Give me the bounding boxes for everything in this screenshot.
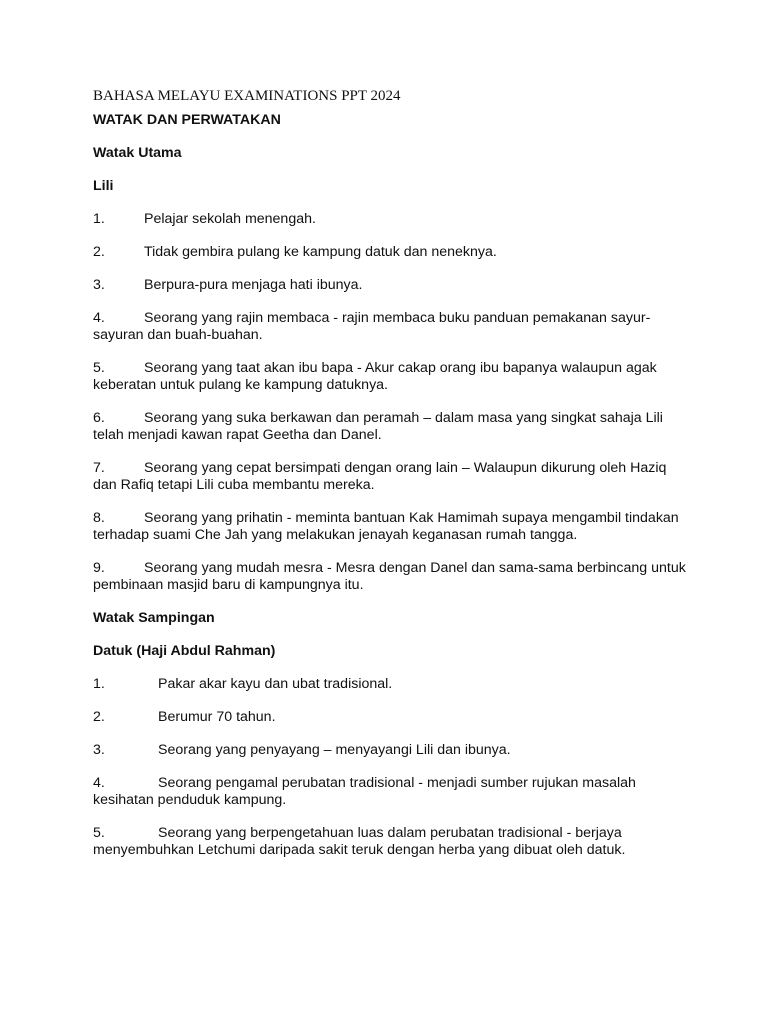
item-number: 1. — [93, 676, 105, 692]
list-item — [93, 360, 693, 394]
side-character-list — [93, 676, 693, 859]
item-text: Seorang yang cepat bersimpati dengan orang lain – Walaupun dikurung oleh Haziq dan Rafiq tetapi Lili cuba membantu mereka. — [93, 460, 667, 493]
list-item — [93, 775, 693, 809]
list-item — [93, 410, 693, 444]
item-text: Berumur 70 tahun. — [158, 709, 276, 725]
list-item — [93, 709, 693, 726]
list-item — [93, 211, 693, 228]
item-text: Berpura-pura menjaga hati ibunya. — [144, 277, 363, 293]
item-text: Seorang pengamal perubatan tradisional - menjadi sumber rujukan masalah kesihatan penduduk kampung. — [93, 775, 636, 808]
item-text: Seorang yang taat akan ibu bapa - Akur cakap orang ibu bapanya walaupun agak keberatan untuk pulang ke kampung datuknya. — [93, 360, 657, 393]
item-number: 6. — [93, 410, 105, 426]
item-number: 9. — [93, 560, 105, 576]
item-number: 4. — [93, 310, 105, 326]
main-section-heading: Watak Utama — [93, 145, 182, 161]
item-number: 8. — [93, 510, 105, 526]
item-text: Seorang yang mudah mesra - Mesra dengan Danel dan sama-sama berbincang untuk pembinaan masjid baru di kampungnya itu. — [93, 560, 686, 593]
item-number: 2. — [93, 709, 105, 725]
document-header: BAHASA MELAYU EXAMINATIONS PPT 2024 — [93, 88, 401, 104]
item-text: Pakar akar kayu dan ubat tradisional. — [158, 676, 393, 692]
side-character-name: Datuk (Haji Abdul Rahman) — [93, 643, 276, 659]
document-title: WATAK DAN PERWATAKAN — [93, 112, 281, 128]
item-number: 2. — [93, 244, 105, 260]
list-item — [93, 825, 693, 859]
main-character-list — [93, 211, 693, 594]
item-number: 3. — [93, 742, 105, 758]
list-item — [93, 277, 693, 294]
item-text: Pelajar sekolah menengah. — [144, 211, 316, 227]
item-number: 1. — [93, 211, 105, 227]
list-item — [93, 310, 693, 344]
list-item — [93, 510, 693, 544]
document-content — [93, 86, 693, 875]
list-item — [93, 742, 693, 759]
list-item — [93, 460, 693, 494]
item-text: Seorang yang rajin membaca - rajin membaca buku panduan pemakanan sayur-sayuran dan buah-buahan. — [93, 310, 651, 343]
item-number: 7. — [93, 460, 105, 476]
list-item — [93, 560, 693, 594]
item-number: 3. — [93, 277, 105, 293]
item-number: 5. — [93, 825, 105, 841]
item-text: Seorang yang suka berkawan dan peramah – dalam masa yang singkat sahaja Lili telah menjadi kawan rapat Geetha dan Danel. — [93, 410, 663, 443]
item-text: Seorang yang prihatin - meminta bantuan Kak Hamimah supaya mengambil tindakan terhadap suami Che Jah yang melakukan jenayah keganasan rumah tangga. — [93, 510, 679, 543]
item-text: Seorang yang berpengetahuan luas dalam perubatan tradisional - berjaya menyembuhkan Letchumi daripada sakit teruk dengan herba yang dibuat oleh datuk. — [93, 825, 626, 858]
side-section-heading: Watak Sampingan — [93, 610, 215, 626]
item-number: 4. — [93, 775, 105, 791]
item-text: Tidak gembira pulang ke kampung datuk dan neneknya. — [144, 244, 497, 260]
list-item — [93, 244, 693, 261]
item-text: Seorang yang penyayang – menyayangi Lili dan ibunya. — [158, 742, 511, 758]
main-character-name: Lili — [93, 178, 114, 194]
list-item — [93, 676, 693, 693]
item-number: 5. — [93, 360, 105, 376]
